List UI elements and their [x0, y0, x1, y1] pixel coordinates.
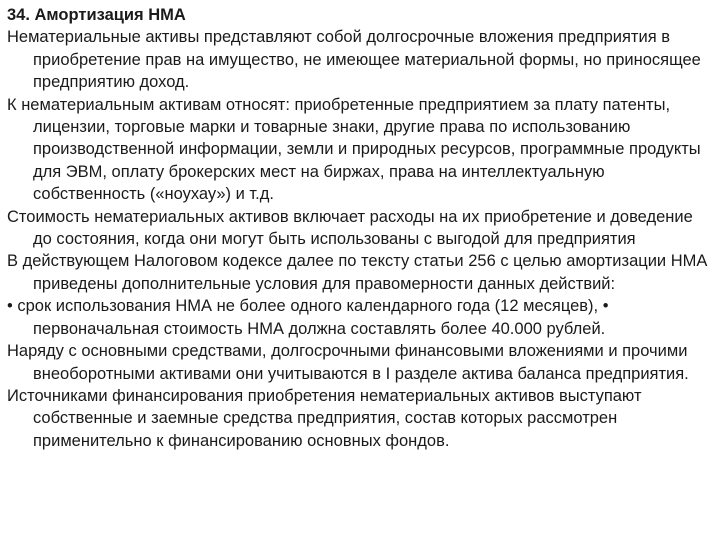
paragraph-financing: Источниками финансирования приобретения нематериальных активов выступают собственные и заемные средства предприятия, состав которых рассмотрен применительно к финансированию основных фондов. [7, 386, 642, 450]
paragraph-conditions: • срок использования НМА не более одного календарного года (12 месяцев), • первоначальная стоимость НМА должна составлять более 40.000 рублей. [7, 297, 609, 338]
paragraph-tax-code: В действующем Налоговом кодексе далее по тексту статьи 256 с целью амортизации НМА приведены дополнительные условия для правомерности данных действий: [7, 252, 708, 293]
paragraph-balance: Наряду с основными средствами, долгосрочными финансовыми вложениями и прочими внеоборотными активами они учитываются в I разделе актива баланса предприятия. [7, 342, 689, 383]
paragraph-definition: Нематериальные активы представляют собой долгосрочные вложения предприятия в приобретение прав на имущество, не имеющее материальной формы, но приносящее предприятию доход. [7, 28, 701, 92]
paragraph-examples: К нематериальным активам относят: приобретенные предприятием за плату патенты, лицензии, торговые марки и товарные знаки, другие права по использованию производственной информации, земли и природных ресурсов, программные продукты для ЭВМ, оплату брокерских мест на биржах, права на интеллектуальную собственность («ноухау») и т.д. [7, 95, 701, 204]
paragraph-cost: Стоимость нематериальных активов включает расходы на их приобретение и доведение до состояния, когда они могут быть использованы с выгодой для предприятия [7, 207, 693, 249]
page-title: 34. Амортизация НМА [7, 6, 186, 24]
